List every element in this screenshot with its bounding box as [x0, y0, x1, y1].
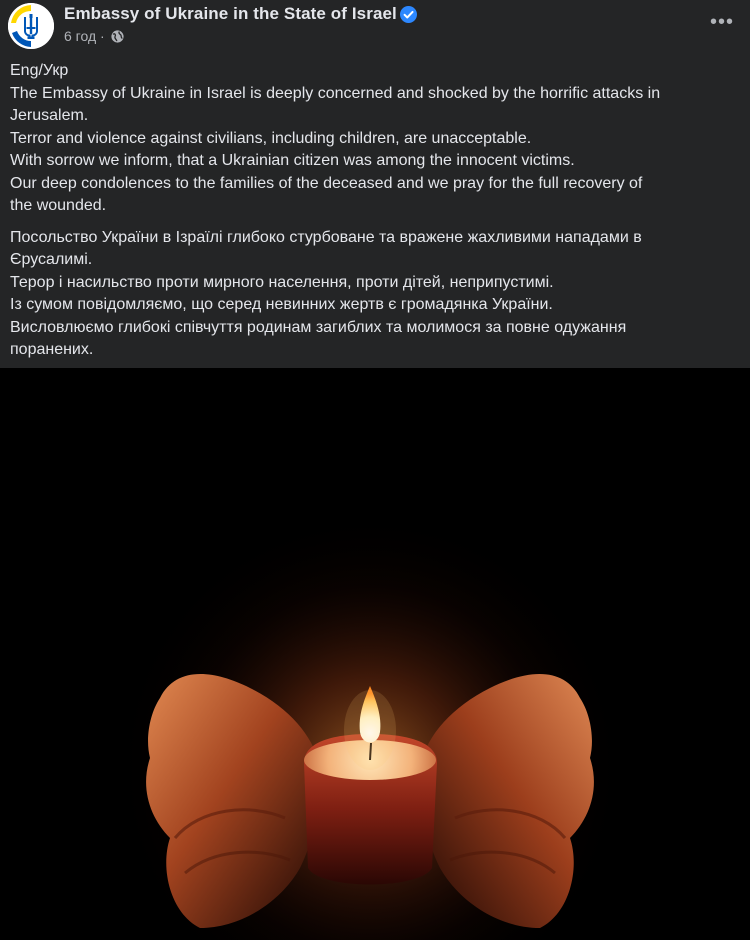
- text-line: Із сумом повідомляємо, що серед невинних жертв є громадянка України.: [10, 296, 553, 313]
- ukraine-trident-icon: [8, 3, 54, 49]
- meta-separator: ·: [100, 28, 105, 44]
- text-line: Терор і насильство проти мирного населення, проти дітей, неприпустимі.: [10, 273, 554, 291]
- globe-icon[interactable]: [111, 30, 124, 43]
- candle-in-hands-photo: [0, 368, 750, 940]
- text-line: поранених.: [10, 341, 94, 358]
- text-line: Висловлюємо глибокі співчуття родинам загиблих та молимося за повне одужання: [10, 318, 627, 336]
- text-line: Eng/Укр: [10, 62, 69, 79]
- ukrainian-paragraph: [10, 227, 740, 362]
- text-line: Terror and violence against civilians, including children, are unacceptable.: [10, 129, 532, 147]
- timestamp-link[interactable]: 6 год: [64, 28, 97, 44]
- text-line: Посольство України в Ізраїлі глибоко стурбоване та вражене жахливими нападами в: [10, 228, 642, 246]
- page-name-link[interactable]: Embassy of Ukraine in the State of Israel: [64, 4, 397, 23]
- text-line: Our deep condolences to the families of the deceased and we pray for the full recovery of: [10, 174, 643, 192]
- page-avatar[interactable]: [8, 3, 54, 49]
- text-line: The Embassy of Ukraine in Israel is deeply concerned and shocked by the horrific attacks in: [10, 84, 661, 102]
- text-line: Jerusalem.: [10, 107, 89, 124]
- post-meta: [64, 28, 124, 44]
- english-paragraph: [10, 60, 740, 218]
- text-line: Єрусалимі.: [10, 251, 93, 268]
- verified-badge-icon: [400, 6, 417, 23]
- text-line: With sorrow we inform, that a Ukrainian citizen was among the innocent victims.: [10, 152, 575, 169]
- text-line: the wounded.: [10, 197, 107, 214]
- more-options-button[interactable]: •••: [709, 11, 734, 33]
- post-header: [0, 0, 750, 56]
- post-message: [10, 60, 740, 362]
- post-photo[interactable]: [0, 368, 750, 940]
